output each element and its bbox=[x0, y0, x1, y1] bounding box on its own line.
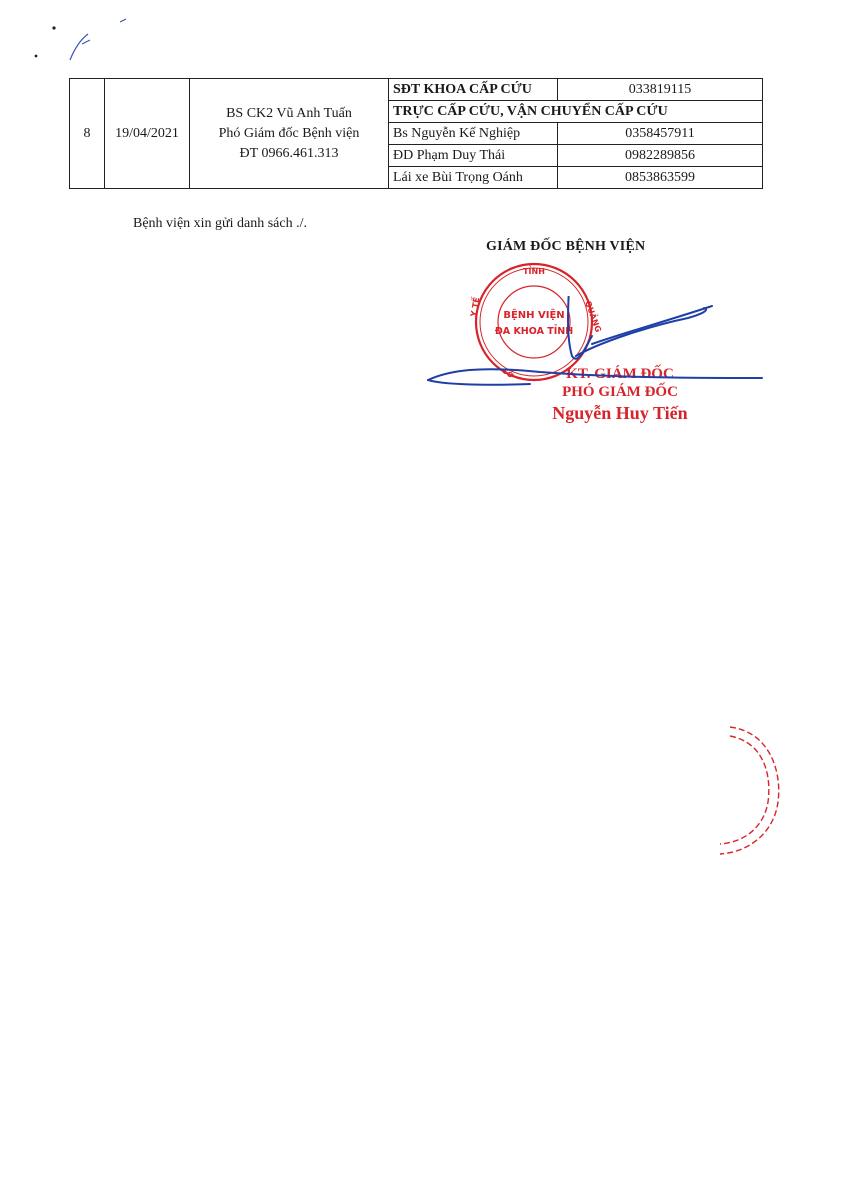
emergency-phone-label: SĐT KHOA CẤP CỨU bbox=[389, 79, 558, 101]
closing-text: Bệnh viện xin gửi danh sách ./. bbox=[133, 216, 308, 231]
person-position: Phó Giám đốc Bệnh viện bbox=[218, 125, 360, 141]
date-cell: 19/04/2021 bbox=[105, 79, 190, 189]
seal-left-text: Y TẾ bbox=[469, 296, 482, 318]
person-name: BS CK2 Vũ Anh Tuấn bbox=[226, 105, 352, 121]
duty-header: TRỰC CẤP CỨU, VẬN CHUYỂN CẤP CỨU bbox=[389, 101, 763, 123]
handwritten-signature bbox=[420, 296, 770, 396]
staff-role: Lái xe Bùi Trọng Oánh bbox=[389, 167, 558, 189]
person-cell bbox=[190, 79, 389, 189]
staff-role: ĐD Phạm Duy Thái bbox=[389, 145, 558, 167]
table-row bbox=[70, 79, 763, 101]
emergency-phone: 033819115 bbox=[558, 79, 763, 101]
duty-roster-table bbox=[69, 78, 763, 189]
signer-name: Nguyễn Huy Tiến bbox=[552, 403, 688, 423]
seal-right-text: QUẢNG bbox=[583, 299, 603, 334]
seal-line2: ĐA KHOA TỈNH bbox=[494, 326, 574, 337]
seal-bottom-text: SỞ bbox=[500, 367, 515, 381]
stt-cell: 8 bbox=[70, 79, 105, 189]
staff-phone: 0853863599 bbox=[558, 167, 763, 189]
kt-label: KT. GIÁM ĐỐC bbox=[566, 366, 674, 382]
scan-marks bbox=[30, 14, 140, 74]
person-phone: ĐT 0966.461.313 bbox=[239, 145, 339, 161]
partial-seal bbox=[700, 722, 790, 862]
seal-line1: BỆNH VIỆN bbox=[503, 310, 565, 321]
staff-role: Bs Nguyễn Kế Nghiệp bbox=[389, 123, 558, 145]
position-label: PHÓ GIÁM ĐỐC bbox=[562, 384, 678, 400]
staff-phone: 0358457911 bbox=[558, 123, 763, 145]
seal-top-text: TỈNH bbox=[523, 267, 545, 276]
staff-phone: 0982289856 bbox=[558, 145, 763, 167]
director-title: GIÁM ĐỐC BỆNH VIỆN bbox=[486, 239, 646, 254]
